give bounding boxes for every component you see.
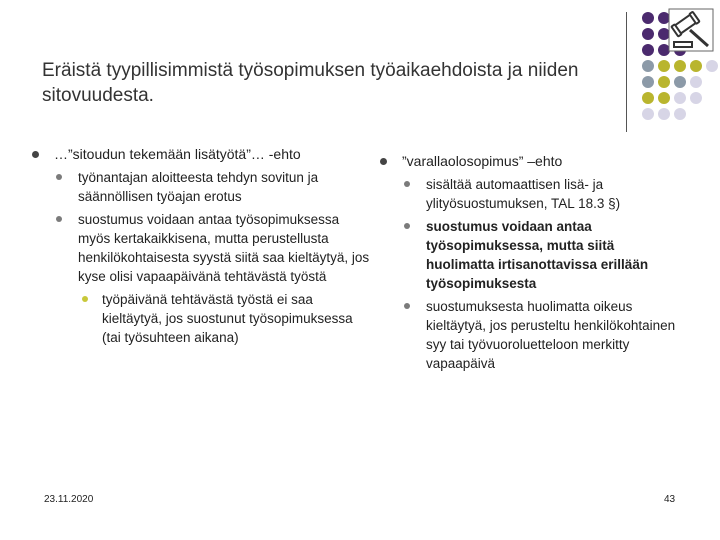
gavel-icon bbox=[668, 8, 714, 52]
decor-dot bbox=[642, 12, 654, 24]
right-column bbox=[378, 152, 678, 377]
bullet-dot bbox=[404, 303, 410, 309]
left-column bbox=[30, 145, 370, 350]
decor-dot bbox=[706, 60, 718, 72]
bullet-dot bbox=[380, 158, 387, 165]
left-heading: …”sitoudun tekemään lisätyötä”… -ehto bbox=[54, 146, 301, 162]
slide-title: Eräistä tyypillisimmistä työsopimuksen työaikaehdoista ja niiden sitovuudesta. bbox=[42, 60, 579, 106]
decor-dot bbox=[642, 44, 654, 56]
right-item-text: sisältää automaattisen lisä- ja ylityösuostumuksen, TAL 18.3 §) bbox=[426, 177, 621, 211]
left-heading-item bbox=[30, 145, 370, 164]
footer-date: 23.11.2020 bbox=[44, 494, 94, 505]
right-item bbox=[402, 217, 678, 293]
left-item-text: työnantajan aloitteesta tehdyn sovitun ja säännöllisen työajan erotus bbox=[78, 170, 319, 204]
decor-dot bbox=[642, 60, 654, 72]
right-heading: ”varallaolosopimus” –ehto bbox=[402, 153, 563, 169]
right-item-text: suostumus voidaan antaa työsopimuksessa, mutta siitä huolimatta irtisanottavissa erillään työsopimuksesta bbox=[426, 219, 649, 291]
decor-dot bbox=[642, 76, 654, 88]
decor-dot bbox=[658, 92, 670, 104]
left-item-text: suostumus voidaan antaa työsopimuksessa myös kertakaikkisena, mutta perustellusta henkilökohtaisesta syystä siitä saa kieltäytyä, jos kyse olisi vapaapäivänä tehtävästä työstä bbox=[78, 212, 370, 284]
decor-dot bbox=[690, 60, 702, 72]
decor-dot bbox=[674, 108, 686, 120]
decor-dot bbox=[642, 28, 654, 40]
bullet-dot bbox=[404, 181, 410, 187]
left-sub-item bbox=[80, 290, 362, 347]
decor-dot bbox=[642, 92, 654, 104]
decor-dot bbox=[690, 92, 702, 104]
decor-dot bbox=[690, 76, 702, 88]
bullet-dot bbox=[56, 216, 62, 222]
page-number: 43 bbox=[664, 494, 676, 505]
right-item-text: suostumuksesta huolimatta oikeus kieltäytyä, jos perusteltu henkilökohtainen syy tai työvuoroluetteloon merkitty vapaapäivä bbox=[426, 299, 676, 371]
decor-dot bbox=[658, 108, 670, 120]
decor-dot bbox=[658, 60, 670, 72]
decor-dot bbox=[674, 76, 686, 88]
left-item bbox=[54, 168, 370, 206]
bullet-dot bbox=[82, 296, 88, 302]
decor-dot bbox=[674, 92, 686, 104]
decor-dot bbox=[674, 60, 686, 72]
decor-dot bbox=[658, 76, 670, 88]
bullet-dot bbox=[32, 151, 39, 158]
right-heading-item bbox=[378, 152, 678, 171]
left-item bbox=[54, 210, 370, 286]
left-sub-item-text: työpäivänä tehtävästä työstä ei saa kieltäytyä, jos suostunut työsopimuksessa (tai työsuhteen aikana) bbox=[102, 292, 353, 345]
decor-dot bbox=[642, 108, 654, 120]
bullet-dot bbox=[56, 174, 62, 180]
right-item bbox=[402, 175, 678, 213]
bullet-dot bbox=[404, 223, 410, 229]
right-item bbox=[402, 297, 678, 373]
divider-line bbox=[626, 12, 627, 132]
